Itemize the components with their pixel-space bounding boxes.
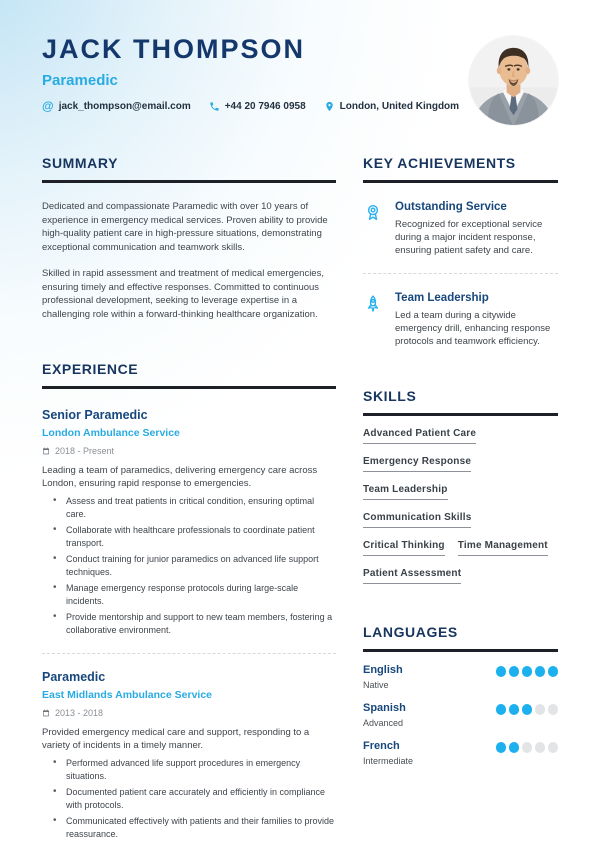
language-proficiency-dots	[496, 740, 559, 753]
skills-section	[363, 388, 558, 584]
dot-filled	[496, 666, 507, 677]
contact-phone	[209, 101, 306, 112]
job-bullet: • Performed advanced life support procedures in emergency situations.	[49, 757, 336, 782]
contact-location-text: London, United Kingdom	[339, 100, 460, 112]
experience-heading: EXPERIENCE	[42, 361, 336, 389]
achievements-section	[363, 155, 558, 348]
language-labels	[363, 702, 406, 728]
achievement-item	[363, 201, 558, 257]
dot-filled	[496, 704, 507, 715]
language-level: Native	[363, 680, 389, 690]
content-columns	[0, 155, 600, 840]
contact-row	[42, 100, 459, 112]
job-title: Paramedic	[42, 670, 106, 684]
job-bullet: • Collaborate with healthcare professionals to coordinate patient transport.	[49, 524, 336, 549]
skill-tag: Time Management	[458, 540, 548, 556]
skill-tag: Patient Assessment	[363, 568, 461, 584]
language-name: English	[363, 664, 403, 676]
dot-empty	[535, 704, 546, 715]
achievement-description: Recognized for exceptional service during a major incident response, ensuring patient safety and care.	[395, 219, 543, 256]
language-item	[363, 664, 558, 690]
language-list	[363, 664, 558, 766]
dot-filled	[522, 704, 533, 715]
achievement-body	[395, 201, 558, 257]
contact-email	[42, 100, 191, 112]
dot-empty	[548, 742, 559, 753]
achievements-heading: KEY ACHIEVEMENTS	[363, 155, 558, 183]
person-title: Paramedic	[42, 72, 118, 89]
skill-tag: Emergency Response	[363, 456, 471, 472]
dot-filled	[548, 666, 559, 677]
language-labels	[363, 664, 403, 690]
language-proficiency-dots	[496, 664, 559, 677]
achievement-item	[363, 292, 558, 348]
job-bullet: • Provide mentorship and support to new team members, fostering a collaborative environment.	[49, 611, 336, 636]
language-item	[363, 740, 558, 766]
skill-tag: Communication Skills	[363, 512, 471, 528]
language-level: Intermediate	[363, 756, 414, 766]
contact-location	[324, 101, 459, 112]
job-company: London Ambulance Service	[42, 427, 180, 439]
job-dates	[42, 708, 336, 718]
skills-list	[363, 428, 558, 584]
skill-tag: Critical Thinking	[363, 540, 445, 556]
job-dates-text: 2018 - Present	[55, 446, 115, 456]
achievement-description: Led a team during a citywide emergency drill, enhancing response protocols and teamwork efficiency.	[395, 310, 551, 347]
language-name: Spanish	[363, 702, 406, 714]
dot-filled	[509, 704, 520, 715]
language-proficiency-dots	[496, 702, 559, 715]
job-bullet: • Manage emergency response protocols during large-scale incidents.	[49, 582, 336, 607]
language-labels	[363, 740, 413, 766]
dot-empty	[548, 704, 559, 715]
job-entry	[42, 670, 336, 840]
job-bullet-list	[42, 757, 336, 840]
dot-filled	[522, 666, 533, 677]
calendar-icon	[42, 709, 50, 717]
languages-section	[363, 624, 558, 766]
dot-filled	[509, 742, 520, 753]
header-text	[42, 34, 459, 112]
skill-tag: Team Leadership	[363, 484, 448, 500]
job-description: Provided emergency medical care and support, responding to a variety of incidents in a timely manner.	[42, 727, 310, 751]
location-icon	[324, 101, 335, 112]
job-entry	[42, 408, 336, 636]
language-name: French	[363, 740, 400, 752]
avatar-illustration	[469, 36, 558, 125]
rocket-icon	[363, 292, 384, 348]
contact-phone-text: +44 20 7946 0958	[224, 100, 306, 112]
job-bullet-list	[42, 495, 336, 636]
job-dates-text: 2013 - 2018	[55, 708, 104, 718]
summary-paragraph: Dedicated and compassionate Paramedic with over 10 years of experience in emergency medical services. Proven ability to provide high-quality patient care in high-pressure situations, demonstrating exceptional communication and teamwork skills.	[42, 201, 328, 253]
job-bullet: • Communicated effectively with patients and their families to provide reassurance.	[49, 815, 336, 840]
dot-filled	[496, 742, 507, 753]
summary-section	[42, 155, 336, 321]
skills-heading: SKILLS	[363, 388, 558, 416]
right-column	[363, 155, 558, 840]
achievement-title: Team Leadership	[395, 292, 489, 304]
job-divider	[42, 653, 336, 654]
job-description: Leading a team of paramedics, delivering emergency care across London, ensuring rapid response to emergencies.	[42, 465, 318, 489]
dot-empty	[535, 742, 546, 753]
header	[0, 0, 600, 125]
job-dates	[42, 446, 336, 456]
job-bullet: • Assess and treat patients in critical condition, ensuring optimal care.	[49, 495, 336, 520]
achievement-title: Outstanding Service	[395, 201, 507, 213]
job-company: East Midlands Ambulance Service	[42, 689, 213, 701]
summary-heading: SUMMARY	[42, 155, 336, 183]
calendar-icon	[42, 447, 50, 455]
language-item	[363, 702, 558, 728]
dot-empty	[522, 742, 533, 753]
experience-section	[42, 361, 336, 840]
phone-icon	[209, 101, 220, 112]
achievement-body	[395, 292, 558, 348]
job-bullet: • Documented patient care accurately and efficiently in compliance with protocols.	[49, 786, 336, 811]
summary-paragraph: Skilled in rapid assessment and treatment of medical emergencies, ensuring timely and effective responses. Committed to continuous professional development, seeking to leverage expertise in a challenging role within a forward-thinking healthcare organization.	[42, 268, 324, 320]
person-name: JACK THOMPSON	[42, 34, 306, 64]
dot-filled	[509, 666, 520, 677]
job-bullet: • Conduct training for junior paramedics on advanced life support techniques.	[49, 553, 336, 578]
medal-icon	[363, 201, 384, 257]
language-level: Advanced	[363, 718, 404, 728]
job-title: Senior Paramedic	[42, 408, 148, 422]
email-icon: @	[42, 99, 54, 113]
contact-email-text: jack_thompson@email.com	[58, 100, 191, 112]
skill-tag: Advanced Patient Care	[363, 428, 476, 444]
languages-heading: LANGUAGES	[363, 624, 558, 652]
avatar	[469, 36, 558, 125]
dot-filled	[535, 666, 546, 677]
left-column	[42, 155, 336, 840]
achievement-divider	[363, 273, 558, 274]
